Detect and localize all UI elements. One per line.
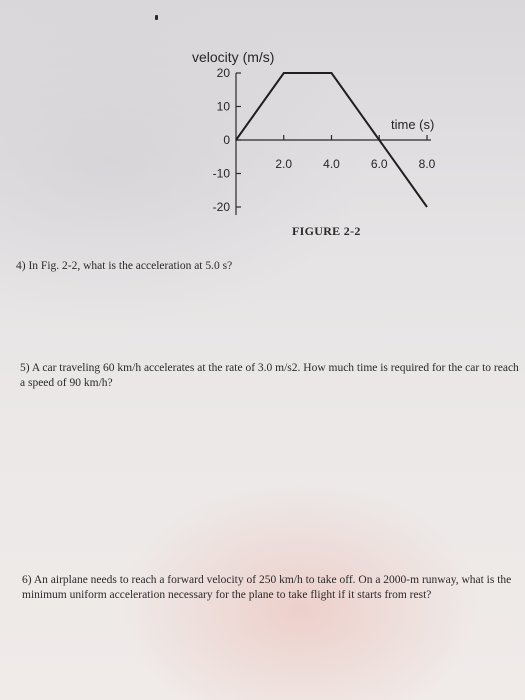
- y-axis-title: velocity (m/s): [192, 49, 275, 65]
- figure-caption: FIGURE 2-2: [292, 224, 361, 238]
- question-6-text: An airplane needs to reach a forward velocity of 250 km/h to take off. On a 2000-m runway, what is the minimum uniform acceleration necessary for the plane to take flight if it starts from rest?: [22, 574, 512, 601]
- y-tick-label: -10: [212, 166, 230, 181]
- question-4-number: 4): [16, 260, 26, 272]
- x-tick-labels: [275, 157, 435, 171]
- x-tick-marks: [284, 135, 427, 140]
- x-tick-label: 6.0: [370, 157, 388, 171]
- question-6-number: 6): [22, 574, 32, 586]
- question-4: [16, 259, 496, 274]
- question-6: [22, 573, 516, 603]
- velocity-time-chart: [0, 0, 525, 260]
- y-tick-labels: [213, 66, 231, 214]
- x-tick-label: 4.0: [323, 157, 340, 171]
- x-axis-title: time (s): [391, 117, 435, 132]
- question-5-number: 5): [20, 362, 30, 374]
- y-tick-label: 20: [216, 66, 230, 80]
- y-tick-label: 0: [223, 133, 230, 147]
- x-tick-label: 2.0: [275, 157, 293, 171]
- y-tick-label: 10: [216, 99, 230, 114]
- question-5: [20, 361, 520, 391]
- y-tick-label: -20: [212, 200, 230, 214]
- x-tick-label: 8.0: [418, 157, 436, 171]
- question-4-text: In Fig. 2-2, what is the acceleration at 5.0 s?: [28, 260, 233, 272]
- question-5-text: A car traveling 60 km/h accelerates at the rate of 3.0 m/s2. How much time is required for the car to reach a speed of 90 km/h?: [20, 362, 519, 389]
